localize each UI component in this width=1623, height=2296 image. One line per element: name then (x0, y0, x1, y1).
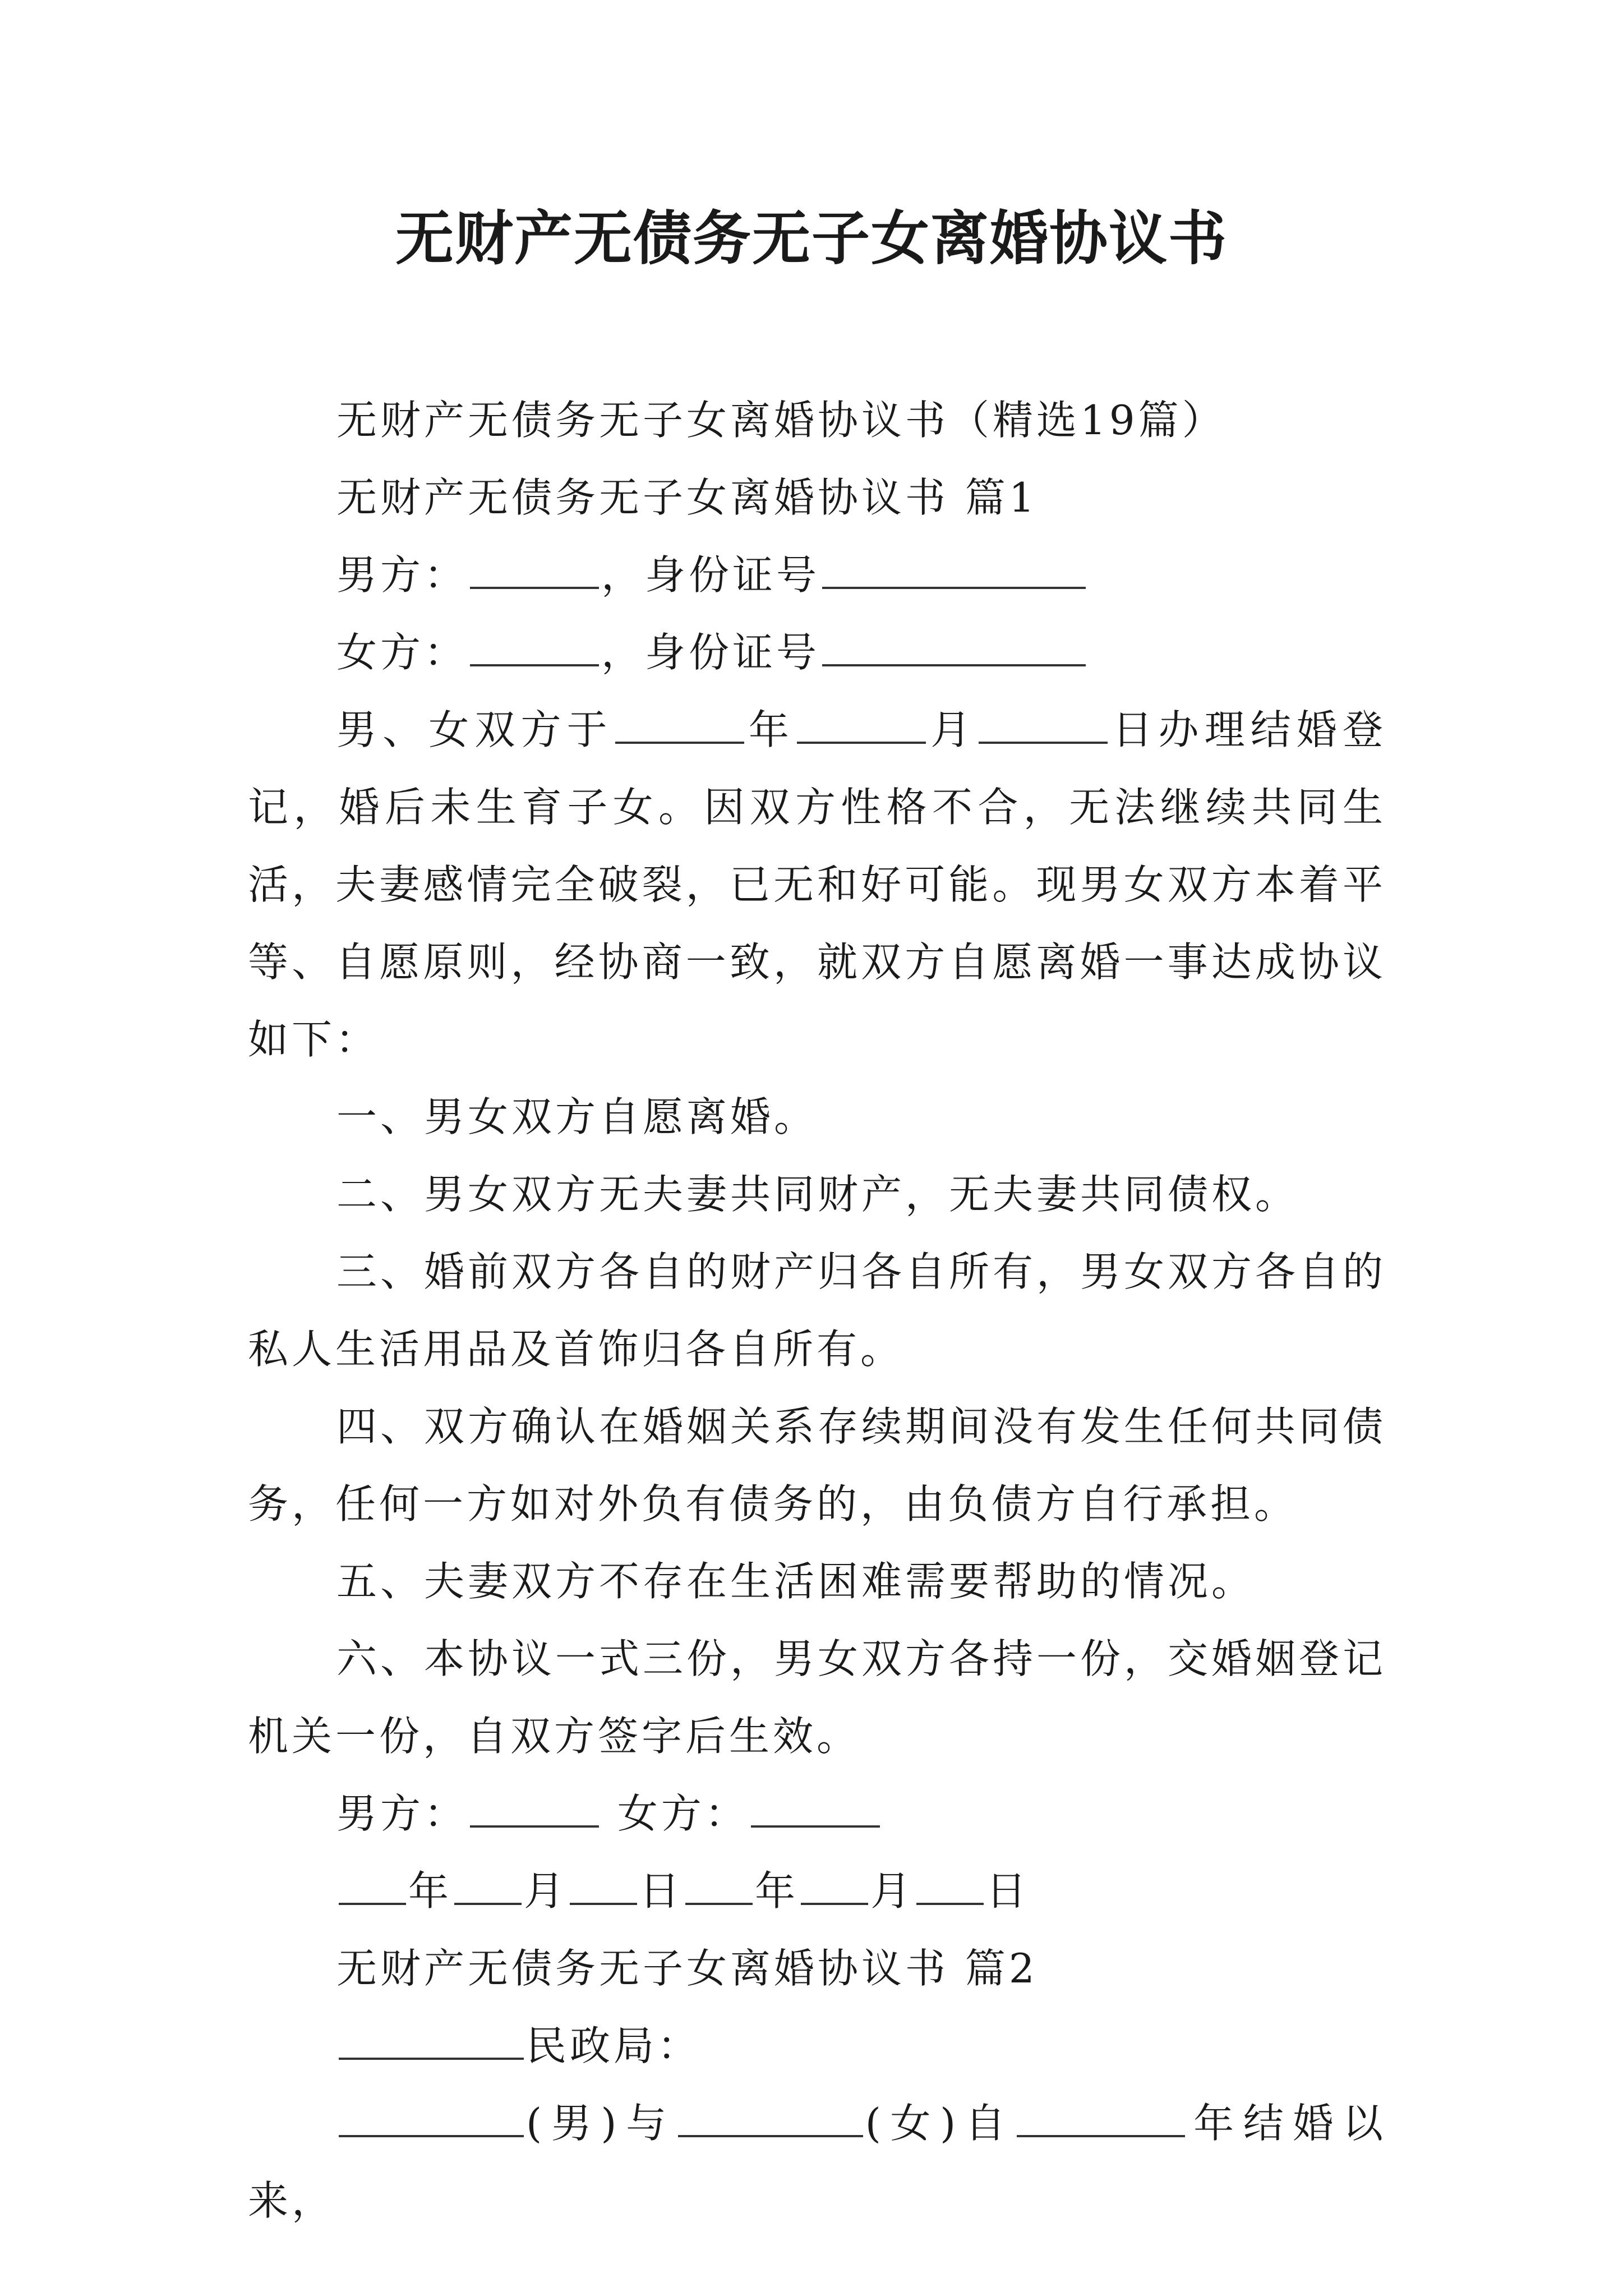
female-id-line (248, 614, 1386, 691)
date-blank (916, 1868, 984, 1905)
date-year-label: 年 (755, 1867, 799, 1915)
month-label: 月 (928, 706, 977, 753)
male-name-blank-2 (339, 2100, 524, 2137)
marriage-intro (248, 691, 1386, 1078)
civil-affairs-line (248, 2007, 1386, 2085)
male-id-blank (822, 552, 1086, 589)
clause-6: 六、本协议一式三份，男女双方各持一份，交婚姻登记机关一份，自双方签字后生效。 (248, 1635, 1387, 1760)
date-month-label: 月 (870, 1867, 915, 1915)
female-label: 女方： (336, 629, 468, 676)
day-blank (979, 707, 1108, 744)
female-id-blank (822, 629, 1086, 666)
clause-3: 三、婚前双方各自的财产归各自所有，男女双方各自的私人生活用品及首饰归各自所有。 (248, 1248, 1387, 1373)
sign-female-label: 女方： (617, 1790, 749, 1837)
sign-male-label: 男方： (336, 1790, 468, 1837)
sign-male-blank (470, 1791, 599, 1828)
marriage-intro-b: 日办理结婚登记，婚后未生育子女。因双方性格不合，无法继续共同生活，夫妻感情完全破裂，已无和好可能。现男女双方本着平等、自愿原则，经协商一致，就双方自愿离婚一事达成协议如下： (248, 706, 1386, 1063)
male-name-blank (470, 552, 599, 589)
sign-female-blank (751, 1791, 880, 1828)
civil-affairs-label: 民政局： (526, 2022, 702, 2069)
signature-date-line (248, 1852, 1386, 1930)
female-name-blank-2 (678, 2100, 863, 2137)
clause-4: 四、双方确认在婚姻关系存续期间没有发生任何共同债务，任何一方如对外负有债务的，由负债方自行承担。 (248, 1403, 1387, 1527)
date-year-label: 年 (408, 1867, 453, 1915)
married-since-line (248, 2085, 1386, 2239)
month-blank (797, 707, 926, 744)
date-month-label: 月 (524, 1867, 568, 1915)
male-label: 男方： (336, 551, 468, 599)
female-paren-label: (女)自 (865, 2100, 1015, 2147)
married-since-label: 年结婚以来， (248, 2100, 1386, 2224)
female-name-blank (470, 629, 599, 666)
male-paren-label: (男)与 (526, 2100, 676, 2147)
date-blank (454, 1868, 522, 1905)
bureau-blank (339, 2023, 524, 2060)
subtitle: 无财产无债务无子女离婚协议书（精选19篇） (336, 397, 1226, 444)
male-id-line (248, 536, 1386, 614)
date-blank (339, 1868, 406, 1905)
male-id-label: ，身份证号 (601, 551, 820, 599)
clause-2: 二、男女双方无夫妻共同财产，无夫妻共同债权。 (336, 1171, 1299, 1218)
signature-line (248, 1775, 1386, 1852)
date-day-label: 日 (639, 1867, 684, 1915)
section2-heading: 无财产无债务无子女离婚协议书 篇2 (336, 1945, 1038, 1992)
clause-1: 一、男女双方自愿离婚。 (336, 1093, 818, 1140)
clause-5: 五、夫妻双方不存在生活困难需要帮助的情况。 (336, 1558, 1256, 1605)
section1-heading: 无财产无债务无子女离婚协议书 篇1 (336, 474, 1038, 521)
year-blank (615, 707, 744, 744)
date-blank (685, 1868, 753, 1905)
document-body (248, 381, 1386, 2239)
date-day-label: 日 (986, 1867, 1030, 1915)
married-year-blank (1017, 2100, 1185, 2137)
date-blank (801, 1868, 868, 1905)
document-title: 无财产无债务无子女离婚协议书 (395, 204, 1228, 273)
marriage-intro-a: 男、女双方于 (336, 706, 613, 753)
female-id-label: ，身份证号 (601, 629, 820, 676)
year-label: 年 (746, 706, 795, 753)
date-blank (570, 1868, 637, 1905)
